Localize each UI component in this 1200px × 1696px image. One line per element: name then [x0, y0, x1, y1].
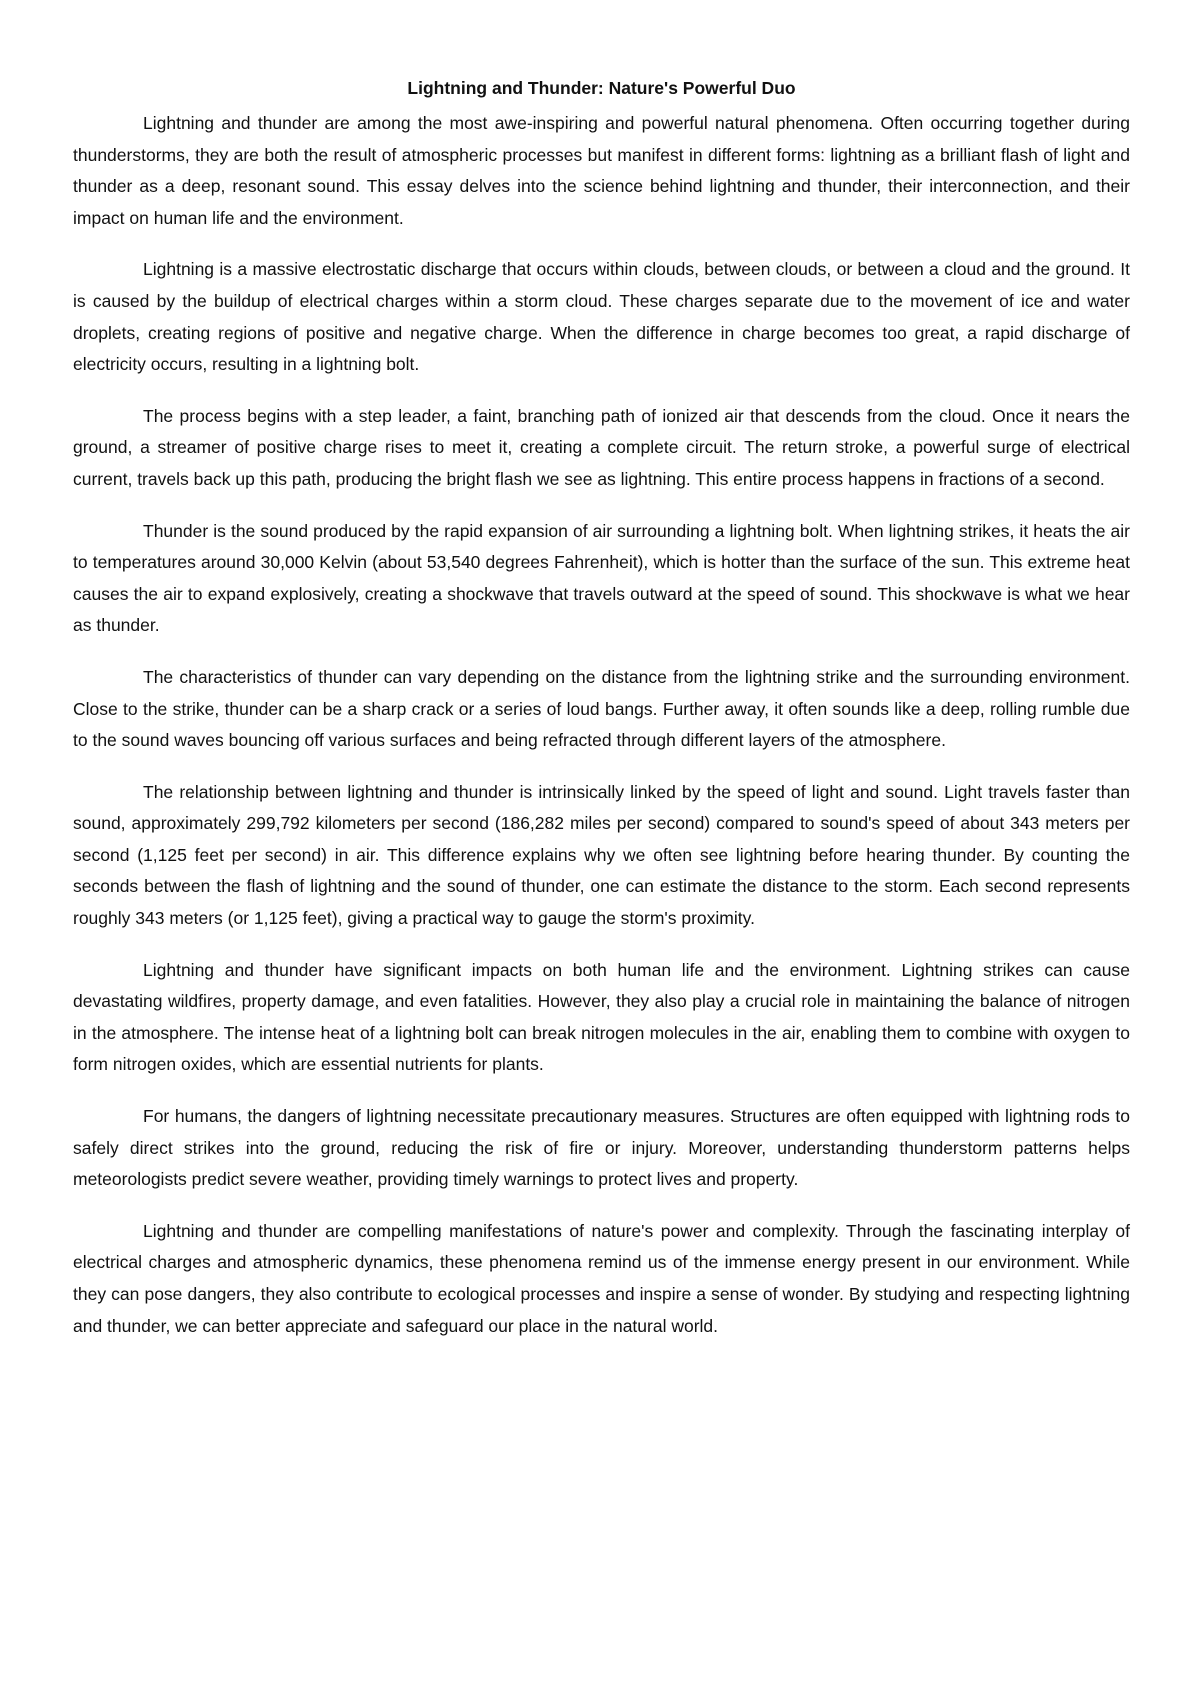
paragraph-1: Lightning and thunder are among the most awe-inspiring and powerful natural phenomena. Often occurring together during thunderstorms, they are both the result of atmospheric processes but manifest in different forms: lightning as a brilliant flash of light and thunder as a deep, resonant sound. This essay delves into the science behind lightning and thunder, their interconnection, and their impact on human life and the environment. [73, 113, 1130, 228]
paragraph-7: Lightning and thunder have significant impacts on both human life and the environment. Lightning strikes can cause devastating wildfires, property damage, and even fatalities. However, they also play a crucial role in maintaining the balance of nitrogen in the atmosphere. The intense heat of a lightning bolt can break nitrogen molecules in the air, enabling them to combine with oxygen to form nitrogen oxides, which are essential nutrients for plants. [73, 959, 1130, 1075]
paragraph-6: The relationship between lightning and thunder is intrinsically linked by the speed of light and sound. Light travels faster than sound, approximately 299,792 kilometers per second (186,282 miles per second) compared to sound's speed of about 343 meters per second (1,125 feet per second) in air. This difference explains why we often see lightning before hearing thunder. By counting the seconds between the flash of lightning and the sound of thunder, one can estimate the distance to the storm. Each second represents roughly 343 meters (or 1,125 feet), giving a practical way to gauge the storm's proximity. [73, 781, 1130, 929]
paragraph-3: The process begins with a step leader, a faint, branching path of ionized air that descends from the cloud. Once it nears the ground, a streamer of positive charge rises to meet it, creating a complete circuit. The return stroke, a powerful surge of electrical current, travels back up this path, producing the bright flash we see as lightning. This entire process happens in fractions of a second. [73, 405, 1130, 489]
paragraph-2: Lightning is a massive electrostatic discharge that occurs within clouds, between clouds, or between a cloud and the ground. It is caused by the buildup of electrical charges within a storm cloud. These charges separate due to the movement of ice and water droplets, creating regions of positive and negative charge. When the difference in charge becomes too great, a rapid discharge of electricity occurs, resulting in a lightning bolt. [73, 259, 1130, 375]
document-body [73, 72, 1130, 1362]
document-title: Lightning and Thunder: Nature's Powerful Duo [407, 78, 796, 98]
paragraph-5: The characteristics of thunder can vary depending on the distance from the lightning strike and the surrounding environment. Close to the strike, thunder can be a sharp crack or a series of loud bangs. Further away, it often sounds like a deep, rolling rumble due to the sound waves bouncing off various surfaces and being refracted through different layers of the atmosphere. [73, 666, 1130, 751]
paragraph-8: For humans, the dangers of lightning necessitate precautionary measures. Structures are often equipped with lightning rods to safely direct strikes into the ground, reducing the risk of fire or injury. Moreover, understanding thunderstorm patterns helps meteorologists predict severe weather, providing timely warnings to protect lives and property. [73, 1106, 1130, 1190]
paragraph-4: Thunder is the sound produced by the rapid expansion of air surrounding a lightning bolt. When lightning strikes, it heats the air to temperatures around 30,000 Kelvin (about 53,540 degrees Fahrenheit), which is hotter than the surface of the sun. This extreme heat causes the air to expand explosively, creating a shockwave that travels outward at the speed of sound. This shockwave is what we hear as thunder. [73, 520, 1130, 636]
paragraph-9: Lightning and thunder are compelling manifestations of nature's power and complexity. Through the fascinating interplay of electrical charges and atmospheric dynamics, these phenomena remind us of the immense energy present in our environment. While they can pose dangers, they also contribute to ecological processes and inspire a sense of wonder. By studying and respecting lightning and thunder, we can better appreciate and safeguard our place in the natural world. [73, 1220, 1130, 1336]
